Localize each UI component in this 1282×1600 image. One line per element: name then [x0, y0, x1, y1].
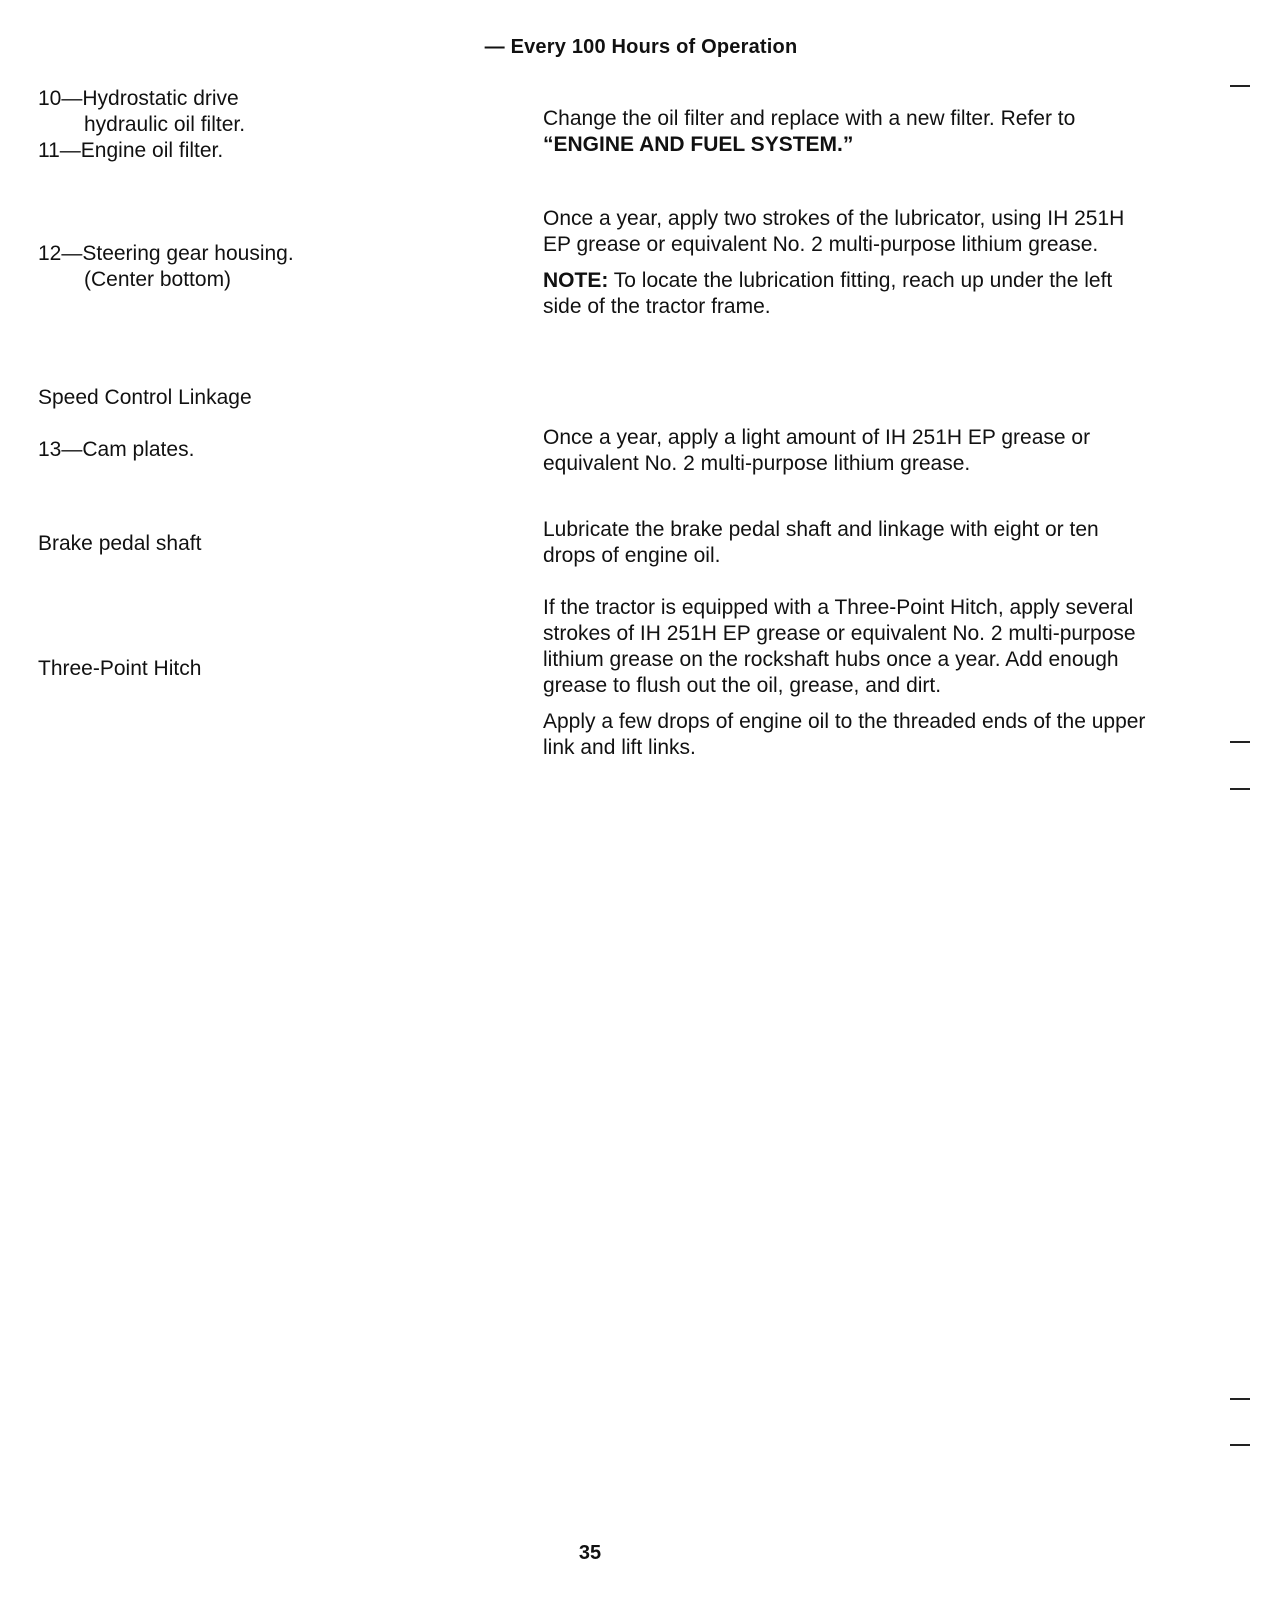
- instruction-oil-filter: [543, 106, 1148, 158]
- edge-mark: [1230, 85, 1250, 87]
- page-number: 35: [578, 1542, 602, 1564]
- note-text: To locate the lubrication fitting, reach up under the left side of the tractor frame.: [543, 269, 1113, 318]
- instruction-brake-pedal: [543, 517, 1148, 569]
- item-label-line: Brake pedal shaft: [38, 532, 202, 555]
- instruction-text: Change the oil filter and replace with a new filter. Refer to: [543, 107, 1076, 130]
- item-label-line: 12—Steering gear housing.: [38, 242, 294, 265]
- item-hydrostatic-engine-filters: [38, 86, 245, 164]
- instruction-text: Once a year, apply two strokes of the lubricator, using IH 251H EP grease or equivalent No. 2 multi-purpose lithium grease.: [543, 207, 1125, 256]
- edge-mark: [1230, 788, 1250, 790]
- item-three-point-hitch: [38, 656, 201, 682]
- edge-mark: [1230, 1398, 1250, 1400]
- item-label-line: 11—Engine oil filter.: [38, 139, 224, 162]
- instruction-three-point-hitch: [543, 595, 1148, 761]
- instruction-text-2: Apply a few drops of engine oil to the threaded ends of the upper link and lift links.: [543, 710, 1146, 759]
- item-label-line: Three-Point Hitch: [38, 657, 202, 680]
- instruction-steering-gear: [543, 206, 1148, 320]
- item-cam-plates: [38, 437, 194, 463]
- section-reference: “ENGINE AND FUEL SYSTEM.”: [543, 133, 854, 156]
- item-label-line: 10—Hydrostatic drive: [38, 87, 239, 110]
- edge-mark: [1230, 741, 1250, 743]
- note-paragraph: [543, 268, 1148, 320]
- item-brake-pedal-shaft: [38, 531, 201, 557]
- instruction-text: If the tractor is equipped with a Three-Point Hitch, apply several strokes of IH 251H EP grease or equivalent No. 2 multi-purpose lithium grease on the rockshaft hubs once a year. Add enough grease to flush out the oil, grease, and dirt.: [543, 596, 1136, 697]
- item-label-line: (Center bottom): [84, 268, 232, 291]
- item-steering-gear-housing: [38, 241, 294, 293]
- instruction-text: Once a year, apply a light amount of IH 251H EP grease or equivalent No. 2 multi-purpose lithium grease.: [543, 426, 1091, 475]
- edge-mark: [1230, 1444, 1250, 1446]
- item-label-line: hydraulic oil filter.: [84, 113, 246, 136]
- note-label: NOTE:: [543, 269, 609, 292]
- instruction-cam-plates: [543, 425, 1148, 477]
- section-speed-control-linkage: [38, 385, 252, 411]
- item-label-line: Speed Control Linkage: [38, 386, 252, 409]
- instruction-text: Lubricate the brake pedal shaft and linkage with eight or ten drops of engine oil.: [543, 518, 1099, 567]
- item-label-line: 13—Cam plates.: [38, 438, 195, 461]
- page-header: — Every 100 Hours of Operation: [484, 36, 798, 58]
